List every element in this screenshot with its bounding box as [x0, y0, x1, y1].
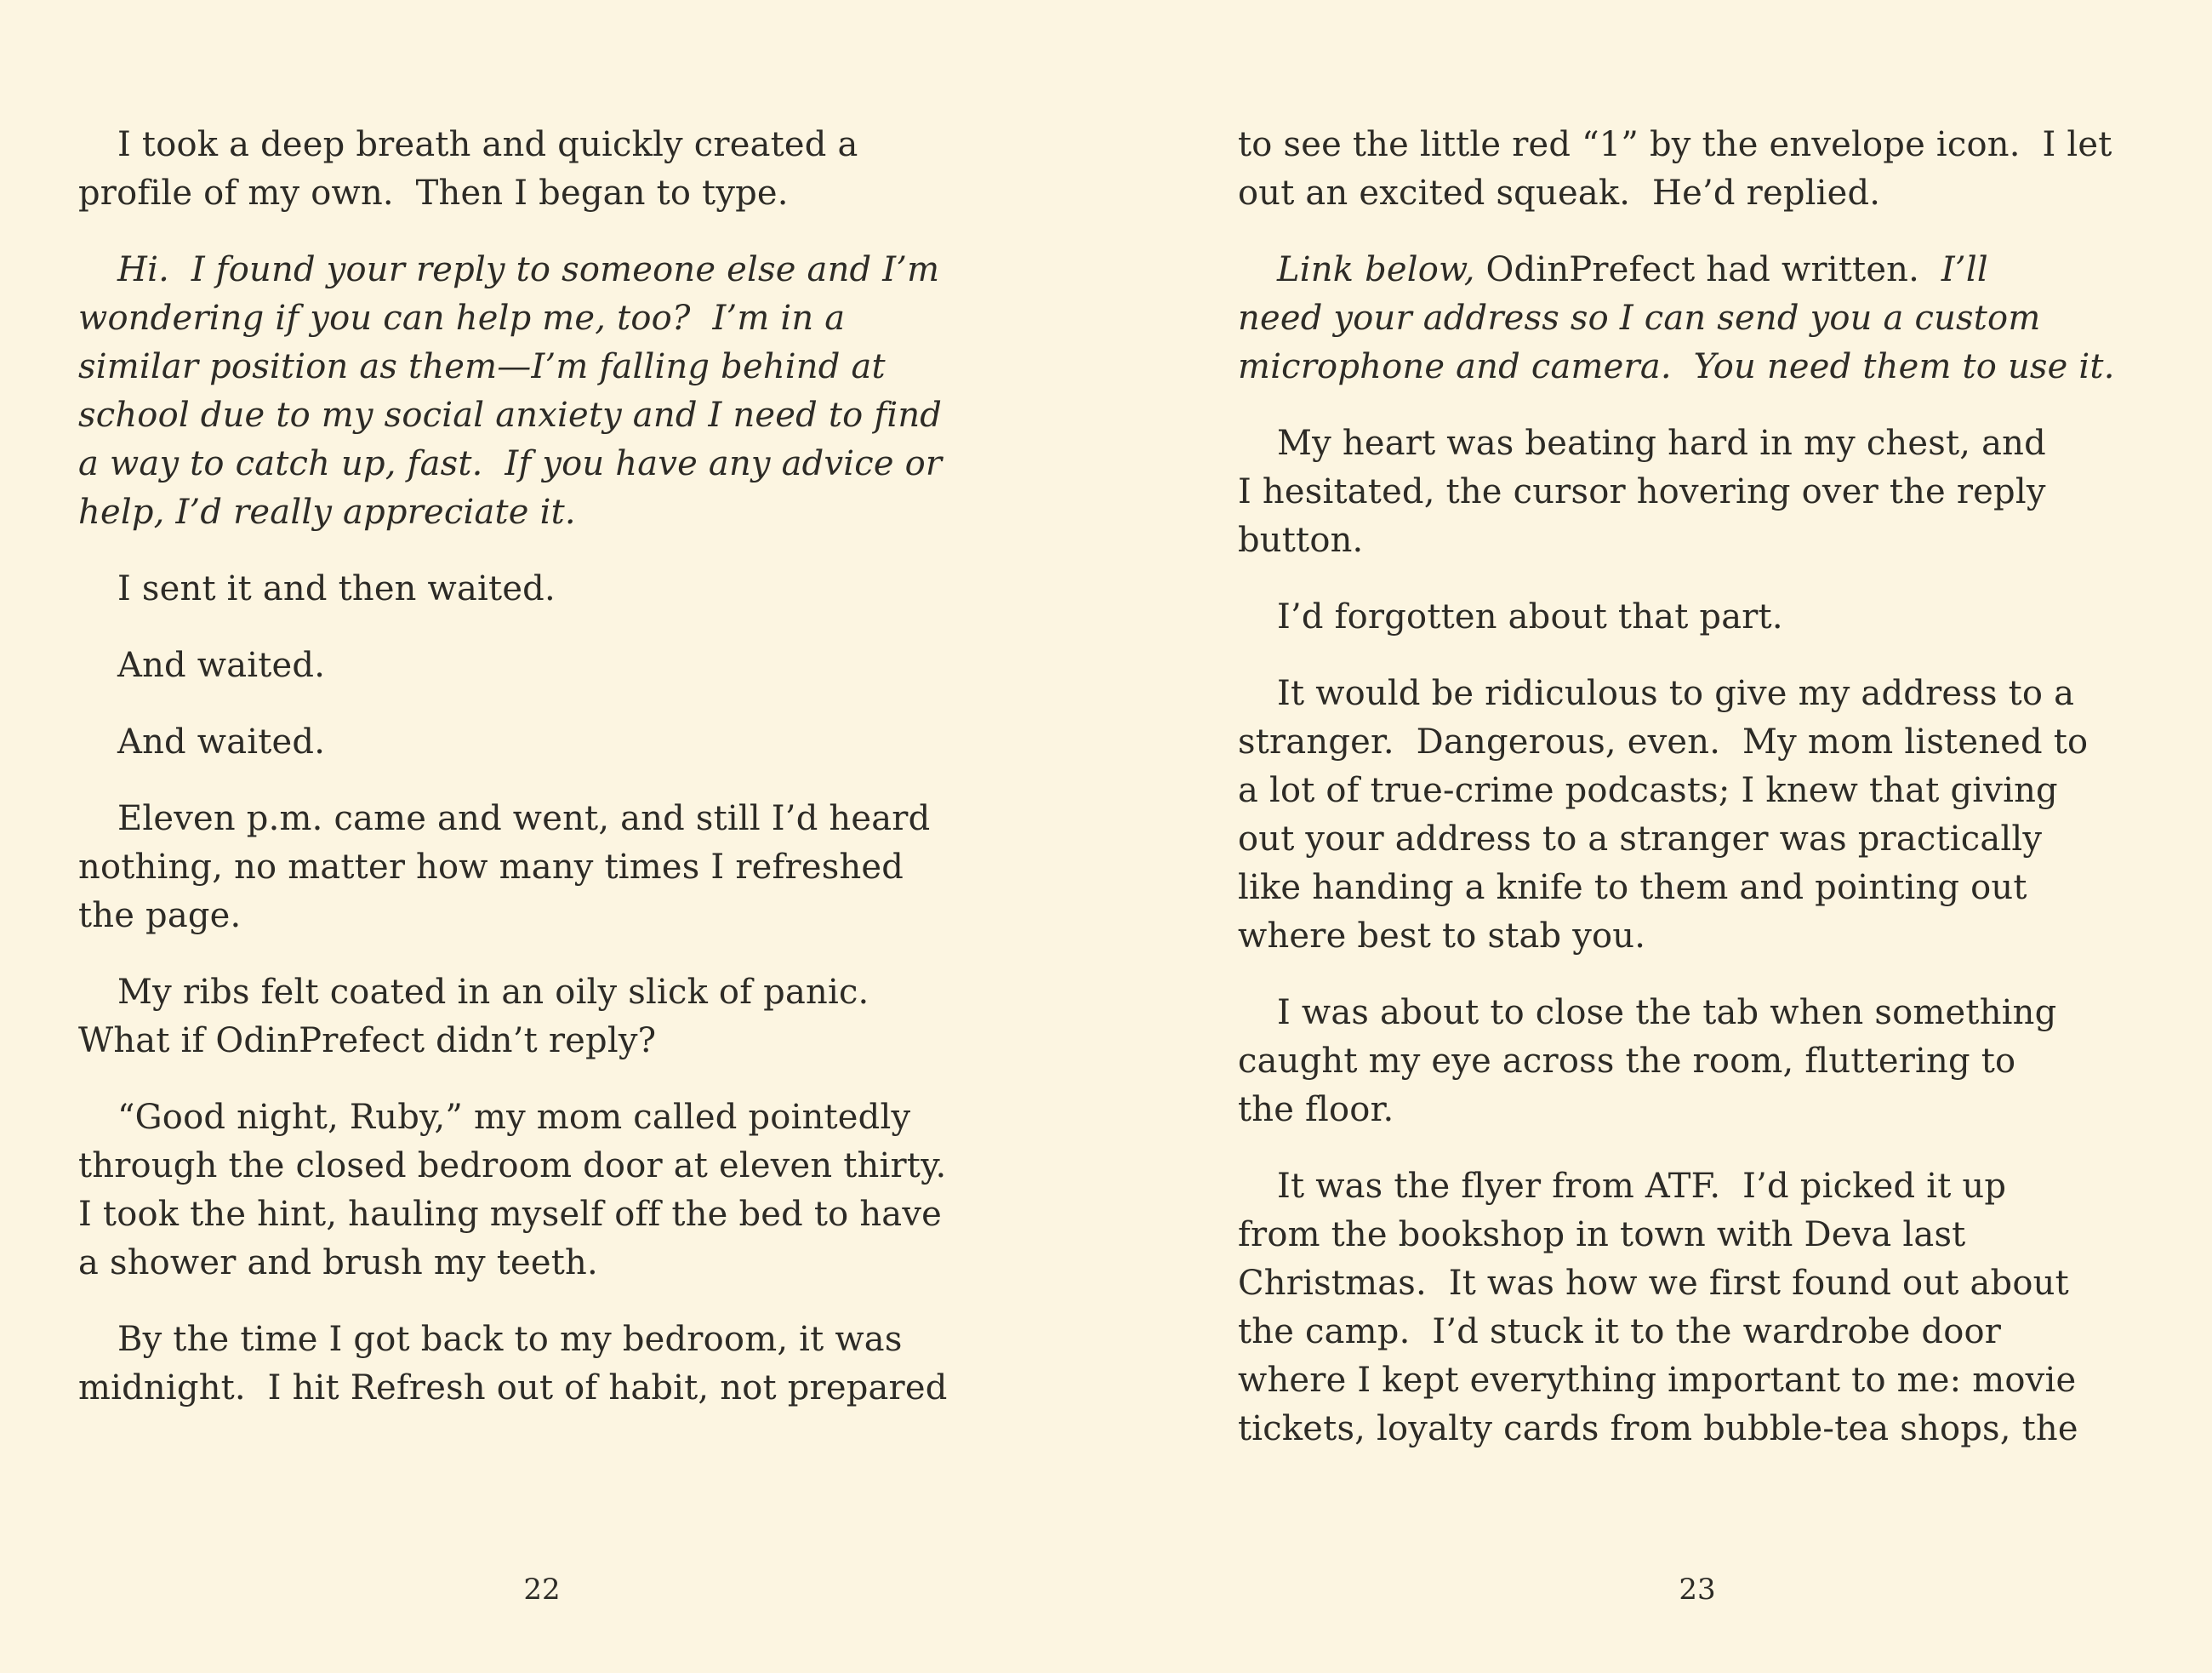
text-run: out an excited squeak. He’d replied.: [1238, 174, 1881, 213]
text-line: [78, 718, 1006, 767]
page-number-right: 23: [1679, 1573, 1716, 1607]
text-line: [78, 294, 1006, 343]
text-run: through the closed bedroom door at eleven thirty.: [78, 1146, 947, 1185]
text-run: And waited.: [117, 646, 326, 685]
text-run: I sent it and then waited.: [117, 569, 556, 608]
paragraph: [1238, 989, 2157, 1134]
paragraph: [78, 121, 1006, 218]
text-run: I took the hint, hauling myself off the bed to have: [78, 1195, 943, 1234]
text-run: Eleven p.m. came and went, and still I’d heard: [117, 799, 931, 838]
text-run: nothing, no matter how many times I refreshed: [78, 848, 904, 887]
text-run: I’ll: [1941, 250, 1988, 289]
page-23-text: [1238, 121, 2157, 1482]
text-run: need your address so I can send you a custom: [1238, 299, 2041, 338]
text-run: microphone and camera. You need them to use it.: [1238, 347, 2115, 386]
paragraph: [1238, 121, 2157, 218]
text-line: [78, 1093, 1006, 1142]
text-run: Christmas. It was how we first found out about: [1238, 1264, 2069, 1303]
paragraph: [1238, 593, 2157, 642]
paragraph: [78, 718, 1006, 767]
text-run: caught my eye across the room, fluttering to: [1238, 1042, 2016, 1081]
text-line: [1238, 767, 2157, 815]
text-run: button.: [1238, 521, 1364, 560]
text-run: where I kept everything important to me: movie: [1238, 1361, 2077, 1400]
text-line: [78, 1364, 1006, 1413]
text-line: [78, 642, 1006, 690]
text-run: from the bookshop in town with Deva last: [1238, 1215, 1966, 1254]
text-line: [1238, 169, 2157, 218]
text-line: [1238, 343, 2157, 391]
text-run: “Good night, Ruby,” my mom called pointedly: [117, 1098, 911, 1137]
text-line: [78, 488, 1006, 537]
text-line: [1238, 420, 2157, 468]
paragraph: [78, 1316, 1006, 1413]
page-number-left: 22: [523, 1573, 561, 1607]
text-run: tickets, loyalty cards from bubble-tea shops, the: [1238, 1409, 2078, 1448]
text-line: [1238, 1308, 2157, 1356]
text-line: [1238, 1405, 2157, 1453]
text-line: [1238, 1162, 2157, 1211]
text-line: [78, 246, 1006, 294]
text-run: Hi. I found your reply to someone else and I’m: [117, 250, 940, 289]
paragraph: [78, 565, 1006, 614]
text-line: [78, 391, 1006, 440]
text-run: Link below,: [1277, 250, 1475, 289]
text-line: [78, 1142, 1006, 1191]
text-line: [1238, 1086, 2157, 1134]
text-run: the floor.: [1238, 1090, 1394, 1129]
text-run: It was the flyer from ATF. I’d picked it up: [1277, 1167, 2007, 1206]
text-run: profile of my own. Then I began to type.: [78, 174, 789, 213]
text-line: [78, 440, 1006, 488]
text-line: [1238, 864, 2157, 912]
text-run: My heart was beating hard in my chest, and: [1277, 424, 2046, 463]
text-run: midnight. I hit Refresh out of habit, not prepared: [78, 1368, 948, 1407]
text-line: [1238, 1037, 2157, 1086]
text-line: [1238, 294, 2157, 343]
paragraph: [78, 795, 1006, 940]
page-22: [78, 0, 1006, 1673]
text-run: where best to stab you.: [1238, 916, 1646, 956]
text-line: [1238, 246, 2157, 294]
text-line: [78, 343, 1006, 391]
text-run: like handing a knife to them and pointing out: [1238, 868, 2027, 907]
text-line: [1238, 718, 2157, 767]
text-run: the page.: [78, 896, 242, 935]
text-line: [1238, 912, 2157, 961]
text-line: [1238, 517, 2157, 565]
paragraph: [78, 1093, 1006, 1288]
text-run: a lot of true-crime podcasts; I knew that giving: [1238, 771, 2058, 810]
text-run: help, I’d really appreciate it.: [78, 493, 576, 532]
text-line: [1238, 670, 2157, 718]
text-run: school due to my social anxiety and I need to find: [78, 396, 943, 435]
text-line: [78, 1191, 1006, 1239]
text-line: [78, 121, 1006, 169]
text-run: And waited.: [117, 722, 326, 762]
paragraph: [1238, 246, 2157, 391]
text-run: similar position as them—I’m falling behind at: [78, 347, 886, 386]
paragraph: [78, 642, 1006, 690]
text-run: a shower and brush my teeth.: [78, 1243, 598, 1282]
text-run: the camp. I’d stuck it to the wardrobe door: [1238, 1312, 2002, 1351]
paragraph: [1238, 1162, 2157, 1453]
paragraph: [78, 968, 1006, 1065]
text-line: [78, 1017, 1006, 1065]
text-line: [1238, 468, 2157, 517]
text-run: OdinPrefect had written.: [1474, 250, 1941, 289]
text-run: wondering if you can help me, too? I’m in a: [78, 299, 846, 338]
text-run: My ribs felt coated in an oily slick of panic.: [117, 973, 869, 1012]
text-line: [1238, 1356, 2157, 1405]
text-run: out your address to a stranger was practically: [1238, 819, 2043, 859]
paragraph: [78, 246, 1006, 537]
page-23: [1238, 0, 2157, 1673]
text-line: [78, 169, 1006, 218]
text-line: [1238, 1259, 2157, 1308]
text-run: By the time I got back to my bedroom, it was: [117, 1320, 903, 1359]
text-run: a way to catch up, fast. If you have any advice or: [78, 444, 943, 483]
text-run: I’d forgotten about that part.: [1277, 597, 1783, 637]
text-line: [78, 968, 1006, 1017]
text-run: I hesitated, the cursor hovering over the reply: [1238, 472, 2046, 511]
text-line: [78, 1316, 1006, 1364]
text-line: [78, 892, 1006, 940]
text-line: [78, 795, 1006, 843]
paragraph: [1238, 670, 2157, 961]
text-run: What if OdinPrefect didn’t reply?: [78, 1021, 657, 1060]
text-line: [78, 565, 1006, 614]
text-line: [1238, 989, 2157, 1037]
text-line: [1238, 1211, 2157, 1259]
text-run: to see the little red “1” by the envelope icon. I let: [1238, 125, 2112, 164]
text-line: [1238, 121, 2157, 169]
paragraph: [1238, 420, 2157, 565]
text-line: [78, 843, 1006, 892]
page-22-text: [78, 121, 1006, 1441]
text-run: I took a deep breath and quickly created a: [117, 125, 858, 164]
text-run: I was about to close the tab when something: [1277, 993, 2057, 1032]
text-line: [1238, 593, 2157, 642]
text-line: [78, 1239, 1006, 1288]
text-run: It would be ridiculous to give my address to a: [1277, 674, 2075, 713]
text-line: [1238, 815, 2157, 864]
text-run: stranger. Dangerous, even. My mom listened to: [1238, 722, 2089, 762]
